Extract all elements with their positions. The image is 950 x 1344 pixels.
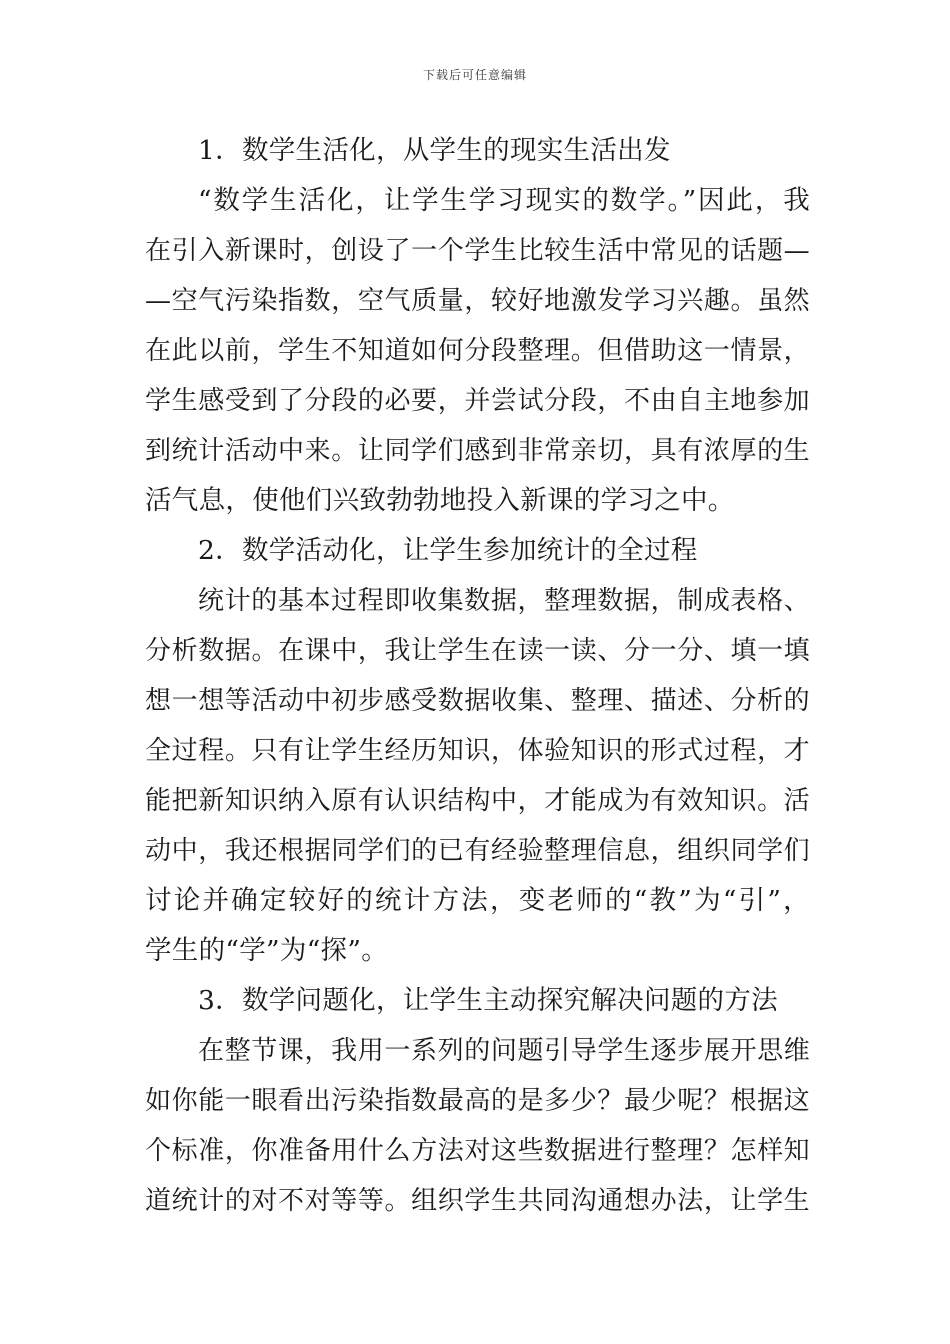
paragraph-line: 学生的“学”为“探”。 (145, 935, 388, 966)
paragraph-line: 学生感受到了分段的必要，并尝试分段，不由自主地参加 (145, 386, 810, 416)
paragraph-line: 到统计活动中来。让同学们感到非常亲切，具有浓厚的生 (145, 436, 810, 466)
section-heading-3: 3．数学问题化，让学生主动探究解决问题的方法 (198, 985, 778, 1016)
paragraph-line: 活气息，使他们兴致勃勃地投入新课的学习之中。 (145, 485, 735, 516)
paragraph-line: —空气污染指数，空气质量，较好地激发学习兴趣。虽然 (145, 286, 810, 316)
section-heading-1: 1．数学生活化，从学生的现实生活出发 (198, 135, 671, 166)
paragraph-line: 在整节课，我用一系列的问题引导学生逐步展开思维 (198, 1036, 810, 1066)
document-body (145, 126, 810, 1226)
paragraph-line: 在引入新课时，创设了一个学生比较生活中常见的话题— (145, 236, 810, 266)
paragraph-line: 个标准，你准备用什么方法对这些数据进行整理？怎样知 (145, 1136, 810, 1166)
paragraph-line: 分析数据。在课中，我让学生在读一读、分一分、填一填 (145, 636, 810, 666)
paragraph-line: “数学生活化，让学生学习现实的数学。”因此，我 (198, 185, 810, 216)
paragraph-line: 能把新知识纳入原有认识结构中，才能成为有效知识。活 (145, 786, 810, 816)
paragraph-line: 全过程。只有让学生经历知识，体验知识的形式过程，才 (145, 736, 810, 766)
section-heading-2: 2．数学活动化，让学生参加统计的全过程 (198, 535, 698, 566)
paragraph-line: 讨论并确定较好的统计方法，变老师的“教”为“引”， (145, 885, 810, 916)
paragraph-line: 想一想等活动中初步感受数据收集、整理、描述、分析的 (145, 686, 810, 716)
paragraph-line: 道统计的对不对等等。组织学生共同沟通想办法，让学生 (145, 1186, 810, 1216)
paragraph-line: 如你能一眼看出污染指数最高的是多少？最少呢？根据这 (145, 1086, 810, 1116)
paragraph-line: 统计的基本过程即收集数据，整理数据，制成表格、 (198, 586, 810, 616)
page-header: 下载后可任意编辑 (422, 68, 527, 82)
paragraph-line: 动中，我还根据同学们的已有经验整理信息，组织同学们 (145, 836, 810, 866)
paragraph-line: 在此以前，学生不知道如何分段整理。但借助这一情景， (145, 336, 810, 366)
